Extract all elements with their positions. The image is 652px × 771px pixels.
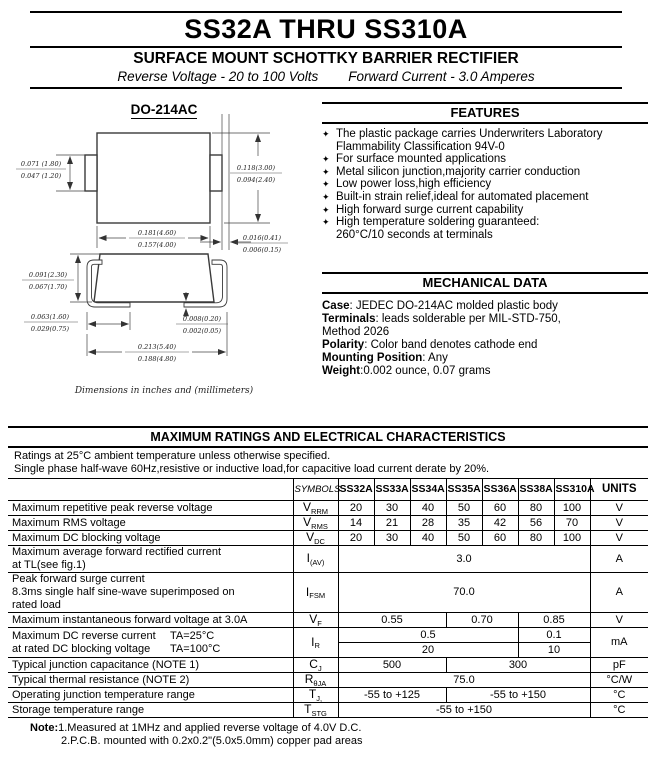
dim-overall-length-den: 0.188(4.80) [137,355,177,363]
symbol-ir: $I_R$ [293,628,338,658]
dim-foot-length-num: 0.063(1.60) [30,313,70,321]
dim-standoff-num: 0.008(0.20) [182,315,222,323]
ratings-conditions [14,450,648,475]
feature-item: ✦ High temperature soldering guaranteed: [322,216,540,229]
feature-item-continuation: Flammability Classification 94V-0 [336,140,505,153]
dim-side-height-den: 0.067(1.70) [28,283,68,291]
mech-polarity: Polarity: Color band denotes cathode end [322,339,538,352]
device-header-ss38a: SS38A [518,479,554,501]
ratings-condition-1: Ratings at 25°C ambient temperature unless otherwise specified. [14,450,331,462]
table-row-vrrm: Maximum repetitive peak reverse voltage $V_{RRM}$ 20 30 40 50 60 80 100 V [8,501,648,516]
param-header-cell [8,479,293,501]
page-subtitle: SURFACE MOUNT SCHOTTKY BARRIER RECTIFIER [133,50,519,67]
mech-mounting-position: Mounting Position: Any [322,352,448,365]
device-header-ss34a: SS34A [410,479,446,501]
dim-body-width [97,226,210,249]
divider [30,87,622,89]
symbol-cj: $C_J$ [293,658,338,673]
star-bullet-icon: ✦ [322,217,330,228]
device-header-ss36a: SS36A [482,479,518,501]
table-header-row [8,479,648,501]
device-header-ss310a: SS310A [554,479,590,501]
mech-weight: Weight:0.002 ounce, 0.07 grams [322,365,491,378]
symbol-ifsm: $I_{FSM}$ [293,573,338,613]
package-name: DO-214AC [130,102,198,117]
symbol-vrrm: $V_{RRM}$ [293,501,338,516]
symbol-vdc: $V_{DC}$ [293,531,338,546]
mechanical-data-list [322,300,648,378]
dim-overall-length-num: 0.213(5.40) [137,343,177,351]
units-header: UNITS [590,479,648,501]
feature-item: ✦ Built-in strain relief,ideal for automated placement [322,190,589,203]
table-row-tstg: Storage temperature range $T_{STG}$ -55 to +150 °C [8,703,648,718]
symbol-vrms: $V_{RMS}$ [293,516,338,531]
side-view-diagram [22,254,228,363]
feature-item: ✦ The plastic package carries Underwriters Laboratory [322,128,603,140]
features-header: FEATURES [322,102,648,124]
table-row-vrms: Maximum RMS voltage $V_{RMS}$ 14 21 28 35 42 56 70 V [8,516,648,531]
table-row-vdc: Maximum DC blocking voltage $V_{DC}$ 20 30 40 50 60 80 100 V [8,531,648,546]
table-row-ir-100c: 20 10 [8,643,648,658]
divider [8,446,648,448]
dim-side-height-num: 0.091(2.30) [28,271,68,279]
feature-item: ✦ For surface mounted applications [322,153,507,166]
dim-body-width-num: 0.181(4.60) [137,229,177,237]
dim-body-width-den: 0.157(4.00) [137,241,177,249]
dim-body-height-den: 0.094(2.40) [236,176,276,184]
right-column [322,102,648,378]
tagline-reverse-voltage: Reverse Voltage - 20 to 100 Volts [117,69,319,84]
package-outline-section [8,100,320,400]
ratings-section [8,426,648,748]
ratings-condition-2: Single phase half-wave 60Hz,resistive or inductive load,for capacitive load current derate by 20%. [14,462,490,475]
star-bullet-icon: ✦ [322,166,330,177]
table-row-iav: Maximum average forward rectified current at TL(see fig.1) $I_{(AV)}$ 3.0 A [8,546,648,573]
dim-standoff-den: 0.002(0.05) [182,327,222,335]
feature-item: ✦ Low power loss,high efficiency [322,178,492,191]
dim-terminal-width [16,155,85,191]
note-2: 2.P.C.B. mounted with 0.2x0.2"(5.0x5.0mm) copper pad areas [61,735,363,747]
table-row-ir-25c: Maximum DC reverse current TA=25°C at rated DC blocking voltage TA=100°C $I_R$ 0.5 0.1 mA [8,628,648,643]
dim-foot-length [24,312,130,333]
table-row-rthja: Typical thermal resistance (NOTE 2) $R_{\theta JA}$ 75.0 °C/W [8,673,648,688]
tagline-forward-current: Forward Current - 3.0 Amperes [348,69,535,84]
table-row-ifsm: Peak forward surge current 8.3ms single half sine-wave superimposed on rated load $I_{FSM}$ 70.0 A [8,573,648,613]
feature-item: ✦ Metal silicon junction,majority carrier conduction [322,165,581,178]
symbol-vf: $V_F$ [293,613,338,628]
dim-terminal-thickness-den: 0.006(0.15) [242,246,282,254]
dim-terminal-thickness-num: 0.016(0.41) [242,234,282,242]
mech-terminals: Terminals: leads solderable per MIL-STD-750, [322,313,561,326]
symbol-rthja: $R_{\theta JA}$ [293,673,338,688]
symbol-iav: $I_{(AV)}$ [293,546,338,573]
features-list [322,128,648,241]
note-1: Note:1.Measured at 1MHz and applied reverse voltage of 4.0V D.C. [30,722,362,734]
device-header-ss35a: SS35A [446,479,482,501]
dim-terminal-width-den: 0.047 (1.20) [20,172,62,180]
tagline [30,68,622,87]
dim-terminal-width-num: 0.071 (1.80) [20,160,62,168]
header [30,0,622,89]
mechanical-data-header: MECHANICAL DATA [322,272,648,294]
symbols-header: SYMBOLS [293,479,338,501]
dim-foot-length-den: 0.029(0.75) [30,325,70,333]
mech-case: Case: JEDEC DO-214AC molded plastic body [322,300,558,313]
table-row-tj: Operating junction temperature range $T_{J,}$ -55 to +125 -55 to +150 °C [8,688,648,703]
ratings-table [8,478,648,718]
page-title: SS32A THRU SS310A [184,14,468,44]
device-header-ss32a: SS32A [338,479,374,501]
star-bullet-icon: ✦ [322,154,330,165]
table-row-vf: Maximum instantaneous forward voltage at 3.0A $V_F$ 0.55 0.70 0.85 V [8,613,648,628]
dimensions-caption: Dimensions in inches and (millimeters) [74,386,254,396]
feature-item-continuation: 260°C/10 seconds at terminals [336,228,493,241]
ratings-title: MAXIMUM RATINGS AND ELECTRICAL CHARACTERISTICS [150,430,506,444]
package-diagram [8,100,320,380]
star-bullet-icon: ✦ [322,179,330,190]
table-row-cj: Typical junction capacitance (NOTE 1) $C_J$ 500 300 pF [8,658,648,673]
star-bullet-icon: ✦ [322,204,330,215]
feature-item: ✦ High forward surge current capability [322,203,524,216]
dim-body-height-num: 0.118(3.00) [236,164,276,172]
divider [30,46,622,48]
symbol-tstg: $T_{STG}$ [293,703,338,718]
top-view-diagram [16,114,288,254]
star-bullet-icon: ✦ [322,191,330,202]
mech-terminals-continuation: Method 2026 [322,326,390,339]
table-notes [30,722,648,748]
symbol-tj: $T_{J,}$ [293,688,338,703]
device-header-ss33a: SS33A [374,479,410,501]
star-bullet-icon: ✦ [322,129,330,139]
